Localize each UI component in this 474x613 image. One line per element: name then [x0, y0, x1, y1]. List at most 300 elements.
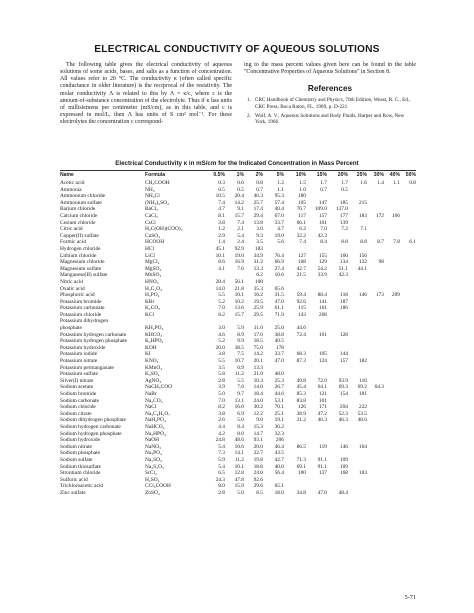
reference-number: 1.	[247, 97, 251, 104]
conductivity-value: 44.6	[296, 325, 306, 332]
conductivity-value	[284, 345, 306, 352]
conductivity-value: 7.1	[360, 226, 367, 233]
conductivity-value	[306, 431, 327, 438]
conductivity-value	[348, 312, 367, 319]
conductivity-value	[284, 437, 306, 444]
conductivity-value	[348, 365, 367, 372]
conductivity-value: 101	[318, 219, 327, 226]
conductivity-value: 8.0	[237, 430, 244, 437]
conductivity-value	[400, 411, 416, 418]
conductivity-value	[367, 272, 384, 279]
conductivity-value: 187	[339, 298, 348, 305]
conductivity-value	[400, 246, 416, 253]
conductivity-value: 61.1	[274, 305, 284, 312]
conductivity-value	[284, 477, 306, 484]
conductivity-value: 186	[339, 305, 348, 312]
conductivity-value: 29.4	[253, 212, 263, 219]
electrolyte-name: Magnesium chloride	[60, 259, 105, 266]
conductivity-value	[384, 351, 400, 358]
table-row	[60, 457, 416, 464]
right-column	[244, 62, 416, 128]
conductivity-value: 64.3	[374, 384, 384, 391]
conductivity-value: 5.8	[218, 371, 225, 378]
reference-item	[244, 97, 416, 110]
conductivity-value: 8.8	[360, 239, 367, 246]
conductivity-value	[306, 345, 327, 352]
conductivity-value	[327, 193, 348, 200]
column-header: 10%	[295, 172, 306, 178]
electrolyte-name: Sodium hydroxide	[60, 437, 100, 444]
conductivity-value	[284, 450, 306, 457]
conductivity-value: 183	[358, 212, 367, 219]
conductivity-value	[400, 384, 416, 391]
conductivity-value: 33.7	[274, 351, 284, 358]
conductivity-value: 3.8	[218, 410, 225, 417]
conductivity-value: 9.7	[237, 391, 244, 397]
conductivity-value: 5.4	[237, 232, 244, 239]
conductivity-value: 25.9	[253, 305, 263, 312]
conductivity-value	[400, 200, 416, 207]
conductivity-value	[367, 424, 384, 431]
conductivity-value: 16.9	[234, 259, 244, 266]
conductivity-value: 8.5	[256, 489, 263, 496]
electrolyte-formula: Na₂HPO₄	[145, 430, 166, 437]
electrolyte-formula: HNO₃	[145, 278, 159, 285]
conductivity-value: 47.0	[274, 358, 284, 365]
conductivity-value: 19.1	[274, 417, 284, 424]
column-header: Formula	[145, 172, 166, 178]
conductivity-value: 185	[339, 199, 348, 206]
conductivity-value	[400, 404, 416, 411]
conductivity-value	[327, 345, 348, 352]
table-row	[60, 233, 416, 240]
conductivity-value: 46.3	[338, 417, 348, 424]
conductivity-value: 0.5	[341, 186, 348, 193]
conductivity-value	[284, 286, 306, 293]
conductivity-value	[400, 206, 416, 213]
page-number: 5-71	[404, 594, 416, 601]
references-list	[244, 97, 416, 125]
conductivity-value	[400, 266, 416, 273]
conductivity-value: 98	[378, 259, 384, 266]
conductivity-value: 14.2	[253, 351, 263, 358]
conductivity-value: 86.5	[296, 443, 306, 450]
conductivity-value	[400, 233, 416, 240]
electrolyte-formula: KNO₃	[145, 358, 159, 365]
conductivity-value	[225, 318, 244, 325]
conductivity-value	[384, 246, 400, 253]
conductivity-value: 204	[339, 404, 348, 411]
electrolyte-formula: Na₃PO₄	[145, 450, 162, 457]
conductivity-value	[400, 253, 416, 260]
conductivity-value	[384, 464, 400, 471]
column-header: 40%	[389, 172, 400, 178]
electrolyte-formula: NaCH₃COO	[145, 384, 173, 391]
conductivity-value	[327, 279, 348, 286]
electrolyte-formula	[145, 318, 203, 325]
conductivity-value	[400, 424, 416, 431]
conductivity-value: 91.1	[317, 463, 327, 470]
conductivity-value: 5.6	[277, 239, 284, 246]
conductivity-value: 5.0	[218, 391, 225, 397]
conductivity-value	[348, 490, 367, 497]
conductivity-value: 126	[297, 404, 306, 411]
conductivity-value: 6.9	[237, 410, 244, 417]
conductivity-value	[384, 365, 400, 372]
electrolyte-name: Formic acid	[60, 239, 86, 246]
conductivity-value: 14.2	[234, 199, 244, 206]
conductivity-value: 2.6	[218, 417, 225, 424]
conductivity-value	[384, 398, 400, 405]
conductivity-value	[306, 424, 327, 431]
conductivity-value: 66.9	[274, 259, 284, 266]
conductivity-value: 0.8	[256, 180, 263, 186]
conductivity-value: 101	[318, 331, 327, 338]
conductivity-value: 47.8	[234, 476, 244, 483]
conductivity-value: 6.2	[299, 226, 306, 233]
conductivity-value	[284, 431, 306, 438]
electrolyte-formula: ZnSO₄	[145, 489, 160, 496]
conductivity-value	[367, 299, 384, 306]
conductivity-value: 7.8	[393, 239, 400, 246]
conductivity-value: 4.4	[218, 423, 225, 430]
conductivity-value: 31.2	[296, 417, 306, 424]
conductivity-value	[400, 338, 416, 345]
conductivity-value	[348, 398, 367, 405]
electrolyte-name: Oxalic acid	[60, 285, 85, 292]
electrolyte-formula: NH₃	[145, 186, 155, 193]
conductivity-value: 5.0	[237, 417, 244, 424]
column-header: 50%	[405, 172, 416, 178]
electrolyte-formula: NaCl	[145, 404, 157, 411]
electrolyte-name: Phosphoric acid	[60, 292, 95, 299]
table-row	[60, 213, 416, 220]
conductivity-value: 48.6	[357, 417, 367, 424]
conductivity-value	[348, 220, 367, 227]
conductivity-value: 137	[318, 470, 327, 477]
conductivity-value	[367, 338, 384, 345]
conductivity-value: 146	[358, 292, 367, 299]
conductivity-value: 29.5	[253, 311, 263, 318]
conductivity-value: 69.3	[338, 384, 348, 391]
electrolyte-formula: H₂C₂O₄	[145, 285, 163, 292]
conductivity-value	[306, 483, 327, 490]
conductivity-value: 13.8	[253, 219, 263, 226]
reference-item	[244, 113, 416, 126]
conductivity-value	[367, 417, 384, 424]
conductivity-value	[384, 371, 400, 378]
table-row	[60, 477, 416, 484]
electrolyte-name: Ammonium sulfate	[60, 199, 102, 206]
conductivity-value: 52.3	[338, 410, 348, 417]
conductivity-value	[384, 318, 400, 325]
electrolyte-formula: Na₃C₆H₅O₇	[145, 410, 171, 417]
electrolyte-formula: Na₂S₂O₃	[145, 463, 164, 470]
conductivity-value: 7.6	[237, 384, 244, 391]
electrolyte-name: Potassium carbonate	[60, 305, 105, 312]
conductivity-value	[263, 246, 284, 253]
conductivity-value	[384, 272, 400, 279]
conductivity-value	[400, 345, 416, 352]
table-row	[60, 338, 416, 345]
conductivity-value: 92.9	[234, 245, 244, 252]
conductivity-value	[348, 437, 367, 444]
electrolyte-formula: KI	[145, 351, 151, 358]
conductivity-value: 6.2	[256, 272, 263, 279]
electrolyte-formula: KH₂PO₄	[145, 325, 164, 332]
conductivity-value: 20.0	[215, 344, 225, 351]
conductivity-value: 1.1	[393, 180, 400, 186]
conductivity-value	[327, 431, 348, 438]
conductivity-value: 109.0	[314, 206, 327, 213]
table-row	[60, 187, 416, 194]
conductivity-value	[367, 286, 384, 293]
conductivity-value	[400, 312, 416, 319]
conductivity-value	[384, 437, 400, 444]
electrolyte-name: phosphate	[60, 325, 82, 332]
intro-paragraph: The following table gives the electrical conductivity of aqueous solutions of some acids, bases, and salts as a function of concentration. All values refer to 20 °C. The conductivity κ (often called specific conductance in older literature) is the reciprocal of the resistivity. The molar conductivity Λ is related to this by Λ = κ/c, where c is the amount-of-substance concentration of the electrolyte. Thus if κ has units of millisiemens per centimeter (mS/cm), as in this table, and c is expressed in mol/L, then Λ has units of S cm² mol⁻¹. For these electrolytes the concentration c correspond-	[60, 62, 232, 126]
conductivity-value: 7.6	[237, 265, 244, 272]
conductivity-value	[367, 200, 384, 207]
conductivity-value: 105	[318, 351, 327, 358]
table-row	[60, 239, 416, 246]
conductivity-value: 222	[358, 404, 367, 411]
electrolyte-formula: NaOH	[145, 437, 160, 444]
table-row	[60, 325, 416, 332]
electrolyte-name: Sodium sulfate	[60, 456, 93, 463]
conductivity-value: 25.3	[274, 377, 284, 384]
conductivity-value: 40.3	[317, 417, 327, 424]
conductivity-value: 118	[340, 292, 348, 299]
conductivity-value: 4.2	[218, 430, 225, 437]
conductivity-value	[203, 318, 225, 325]
electrolyte-formula: KMnO₄	[145, 364, 163, 371]
conductivity-value	[367, 325, 384, 332]
column-header: 25%	[356, 172, 367, 178]
conductivity-value: 53.1	[274, 397, 284, 404]
conductivity-value: 59.4	[296, 292, 306, 299]
electrolyte-formula: K₂CO₃	[145, 305, 161, 312]
conductivity-value	[348, 325, 367, 332]
conductivity-value	[400, 220, 416, 227]
conductivity-value	[367, 365, 384, 372]
table-caption: Electrical Conductivity κ in mS/cm for the Indicated Concentration in Mass Percent	[115, 160, 359, 167]
conductivity-value: 29.6	[253, 483, 263, 490]
conductivity-value: 42.7	[296, 265, 306, 272]
conductivity-value	[400, 483, 416, 490]
conductivity-value: 108	[297, 259, 306, 266]
conductivity-value	[348, 450, 367, 457]
conductivity-value: 10.2	[234, 298, 244, 305]
electrolyte-name: Sodium dihydrogen phosphate	[60, 417, 126, 424]
electrolyte-formula: H₃PO₄	[145, 292, 160, 299]
conductivity-value: 21.5	[296, 272, 306, 279]
conductivity-value	[348, 193, 367, 200]
conductivity-value: 182	[358, 358, 367, 365]
conductivity-value: 2.8	[218, 377, 225, 384]
conductivity-value	[327, 312, 348, 319]
conductivity-value: 128	[339, 331, 348, 338]
conductivity-value	[348, 457, 367, 464]
conductivity-value: 183	[254, 245, 263, 252]
conductivity-value: 10.3	[253, 377, 263, 384]
intro-continuation: ing to the mass percent values given here can be found in the table "Concentrative Properties of Aqueous Solutions" in Section 8.	[244, 62, 416, 76]
electrolyte-formula: CH₃COOH	[145, 180, 170, 186]
conductivity-value: 13.3	[253, 265, 263, 272]
conductivity-value	[384, 490, 400, 497]
conductivity-value: 119	[319, 443, 327, 450]
conductivity-value: 68.3	[296, 351, 306, 358]
conductivity-value	[400, 272, 416, 279]
conductivity-value	[306, 318, 327, 325]
conductivity-value: 14.1	[234, 450, 244, 457]
conductivity-value	[367, 233, 384, 240]
column-header: 15%	[316, 172, 327, 178]
conductivity-value: 109	[339, 456, 348, 463]
conductivity-value	[348, 338, 367, 345]
electrolyte-formula: NaHCO₃	[145, 423, 165, 430]
conductivity-value: 92.6	[253, 476, 263, 483]
conductivity-value	[400, 470, 416, 477]
conductivity-value	[367, 318, 384, 325]
conductivity-value: 76.7	[296, 206, 306, 213]
conductivity-value	[384, 193, 400, 200]
conductivity-value	[400, 193, 416, 200]
electrolyte-name: Sodium hydrogen phosphate	[60, 430, 122, 437]
conductivity-value: 34.9	[253, 252, 263, 259]
conductivity-value: 8.8	[341, 239, 348, 246]
conductivity-value: 49.8	[296, 377, 306, 384]
electrolyte-name: Potassium permanganate	[60, 364, 114, 371]
conductivity-value	[384, 450, 400, 457]
conductivity-value	[348, 206, 367, 213]
conductivity-value: 22.7	[253, 450, 263, 457]
conductivity-value	[327, 398, 348, 405]
reference-text: Wolf, A. V., Aqueous Solutions and Body Fluids, Harper and Row, New York, 1966.	[255, 112, 405, 126]
conductivity-value: 24.0	[253, 470, 263, 477]
conductivity-value	[284, 371, 306, 378]
conductivity-value: 75.0	[253, 344, 263, 351]
conductivity-value	[367, 464, 384, 471]
conductivity-value: 171	[318, 404, 327, 411]
electrolyte-formula: (NH₄)₂SO₄	[145, 199, 169, 206]
conductivity-value	[348, 279, 367, 286]
conductivity-value: 8.2	[218, 404, 225, 411]
conductivity-value: 19.5	[253, 298, 263, 305]
electrolyte-name: Hydrogen chloride	[60, 245, 101, 252]
conductivity-value: 14.0	[215, 285, 225, 292]
conductivity-value	[244, 318, 263, 325]
electrolyte-formula: KOH	[145, 344, 157, 351]
conductivity-value: 69.2	[357, 384, 367, 391]
conductivity-value	[384, 424, 400, 431]
conductivity-value: 15.7	[234, 212, 244, 219]
conductivity-value: 32.3	[274, 430, 284, 437]
table-row	[60, 490, 416, 497]
conductivity-value: 7.3	[218, 450, 225, 457]
conductivity-value	[384, 391, 400, 398]
conductivity-value	[384, 338, 400, 345]
conductivity-value: 116	[359, 377, 367, 384]
conductivity-value	[400, 292, 416, 299]
conductivity-value: 12.8	[234, 470, 244, 477]
electrolyte-name: Sodium phosphate	[60, 450, 100, 457]
conductivity-value: 4.1	[218, 265, 225, 272]
conductivity-value: 11.0	[253, 325, 263, 332]
conductivity-value	[384, 411, 400, 418]
conductivity-value: 18.4	[253, 391, 263, 397]
conductivity-value: 129	[318, 259, 327, 266]
conductivity-value	[348, 351, 367, 358]
conductivity-value: 5.2	[218, 298, 225, 305]
conductivity-value	[327, 318, 348, 325]
conductivity-value: 208	[318, 311, 327, 318]
conductivity-value: 24.0	[253, 397, 263, 404]
conductivity-value: 33.9	[317, 272, 327, 279]
electrolyte-name: Potassium chloride	[60, 311, 102, 318]
conductivity-value: 18.5	[253, 338, 263, 345]
column-header: 2%	[255, 172, 263, 178]
conductivity-value	[400, 259, 416, 266]
conductivity-value	[384, 417, 400, 424]
conductivity-value: 108	[254, 278, 263, 285]
conductivity-value	[367, 398, 384, 405]
conductivity-value	[384, 266, 400, 273]
conductivity-value	[306, 477, 327, 484]
conductivity-value: 11.2	[234, 456, 244, 463]
table-row	[60, 411, 416, 418]
conductivity-value: 172	[375, 212, 384, 219]
conductivity-value: 95.3	[274, 193, 284, 200]
conductivity-value: 154	[339, 391, 348, 397]
conductivity-value: 5.5	[237, 377, 244, 384]
conductivity-value: 19.0	[234, 252, 244, 259]
conductivity-value	[384, 299, 400, 306]
conductivity-value: 42.3	[317, 232, 327, 239]
conductivity-value	[367, 411, 384, 418]
conductivity-value	[348, 424, 367, 431]
conductivity-value: 10.1	[215, 252, 225, 259]
conductivity-value: 7.0	[320, 226, 327, 233]
conductivity-value	[284, 483, 306, 490]
conductivity-value	[384, 444, 400, 451]
conductivity-value: 9.3	[256, 232, 263, 239]
conductivity-value	[400, 378, 416, 385]
electrolyte-name: Potassium hydrogen carbonate	[60, 331, 127, 338]
conductivity-value: 0.7	[320, 186, 327, 193]
conductivity-value	[400, 358, 416, 365]
conductivity-value: 5.9	[237, 325, 244, 332]
table-row	[60, 193, 416, 200]
conductivity-value: 54.2	[317, 265, 327, 272]
conductivity-value	[400, 365, 416, 372]
conductivity-value: 6.1	[409, 239, 416, 246]
conductivity-value: 100	[297, 470, 306, 477]
conductivity-value	[284, 246, 306, 253]
conductivity-value: 17.0	[253, 331, 263, 338]
electrolyte-name: Sodium bromide	[60, 391, 97, 397]
conductivity-value	[384, 233, 400, 240]
conductivity-value	[367, 450, 384, 457]
conductivity-value	[384, 404, 400, 411]
conductivity-value: 47.0	[317, 489, 327, 496]
electrolyte-name: Trichloroacetic acid	[60, 483, 104, 490]
conductivity-value	[367, 312, 384, 319]
conductivity-value: 3.5	[256, 239, 263, 246]
conductivity-value: 72.0	[317, 377, 327, 384]
conductivity-value	[348, 305, 367, 312]
conductivity-value: 0.6	[237, 180, 244, 186]
